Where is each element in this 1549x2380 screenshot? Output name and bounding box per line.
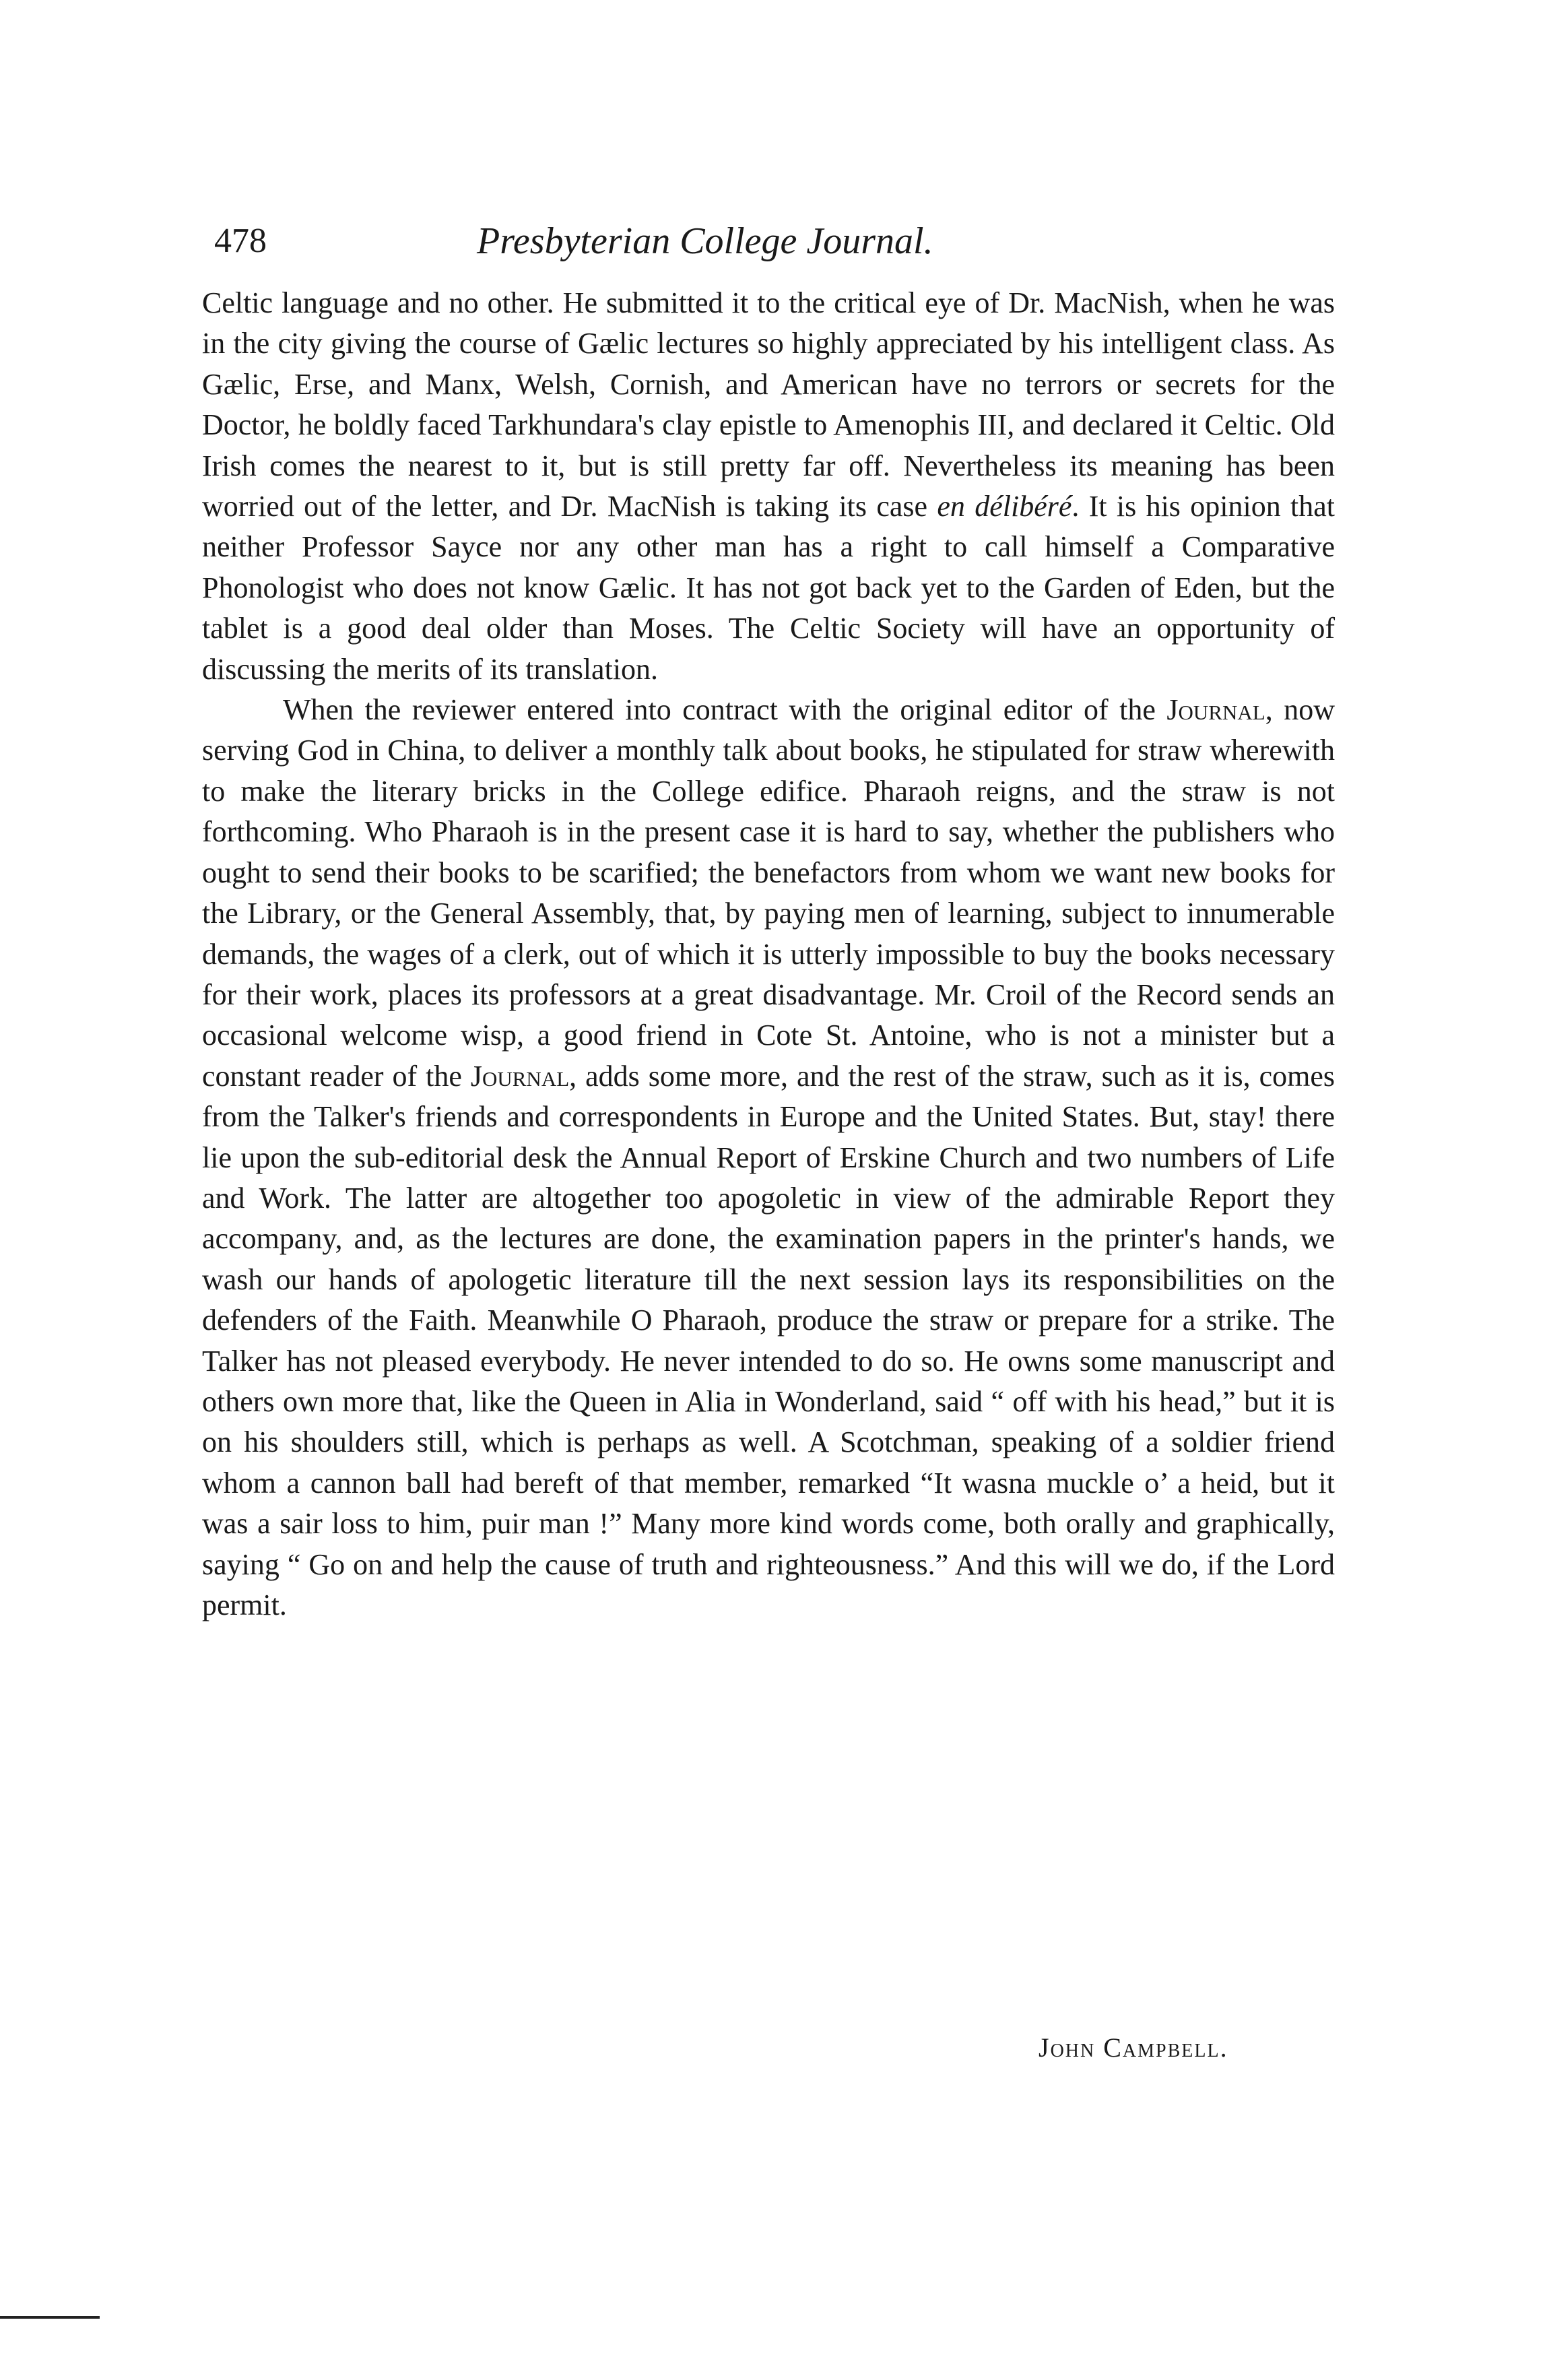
text-run: . It is his opinion that neither Professor Sayce nor any other man has a right to call himself a Comparative Phonologist who does not know Gælic. It has not got back yet to the Garden of Eden, but the tablet is a good deal older than Moses. The Celtic Society will have an opportunity of discussing the merits of its translation.: [202, 490, 1335, 686]
article-body: [202, 283, 1335, 1626]
text-run: , now serving God in China, to deliver a monthly talk about books, he stipulated for straw wherewith to make the literary bricks in the College edifice. Pharaoh reigns, and the straw is not forthcoming. Who Pharaoh is in the present case it is hard to say, whether the publishers who ought to send their books to be scarified; the benefactors from whom we want new books for the Library, or the General Assembly, that, by paying men of learning, subject to innumerable demands, the wages of a clerk, out of which it is utterly impossible to buy the books necessary for their work, places its professors at a great disadvantage. Mr. Croil of the Record sends an occasional welcome wisp, a good friend in Cote St. Antoine, who is not a minister but a constant reader of the: [202, 693, 1335, 1093]
journal-name: Journal: [470, 1059, 570, 1093]
page-header: [214, 214, 1332, 268]
author-signature: John Campbell.: [1039, 2032, 1228, 2063]
journal-name: Journal: [1166, 693, 1265, 727]
paragraph-2: [202, 690, 1335, 1626]
text-run: Celtic language and no other. He submitted it to the critical eye of Dr. MacNish, when he was in the city giving the course of Gælic lectures so highly appreciated by his intelligent class. As Gælic, Erse, and Manx, Welsh, Cornish, and American have no terrors or secrets for the Doctor, he boldly faced Tarkhundara's clay epistle to Amenophis III, and declared it Celtic. Old Irish comes the nearest to it, but is still pretty far off. Nevertheless its meaning has been worried out of the letter, and Dr. MacNish is taking its case: [202, 286, 1335, 523]
page-number: 478: [214, 222, 267, 260]
footer-rule: [0, 2316, 100, 2319]
text-run: When the reviewer entered into contract with the original editor of the: [283, 693, 1167, 727]
text-run: , adds some more, and the rest of the straw, such as it is, comes from the Talker's friends and correspondents in Europe and the United States. But, stay! there lie upon the sub-editorial desk the Annual Report of Erskine Church and two numbers of Life and Work. The latter are altogether too apogoletic in view of the admirable Report they accompany, and, as the lectures are done, the examination papers in the printer's hands, we wash our hands of apologetic literature till the next session lays its responsibilities on the defenders of the Faith. Meanwhile O Pharaoh, produce the straw or prepare for a strike. The Talker has not pleased everybody. He never intended to do so. He owns some manuscript and others own more that, like the Queen in Alia in Wonderland, said “ off with his head,” but it is on his shoulders still, which is perhaps as well. A Scotchman, speaking of a soldier friend whom a cannon ball had bereft of that member, remarked “It wasna muckle o’ a heid, but it was a sair loss to him, puir man !” Many more kind words come, both orally and graphically, saying “ Go on and help the cause of truth and righteousness.” And this will we do, if the Lord permit.: [202, 1059, 1335, 1621]
italic-phrase: en délibéré: [937, 490, 1072, 523]
paragraph-1: [202, 283, 1335, 690]
running-title: Presbyterian College Journal.: [477, 220, 933, 262]
